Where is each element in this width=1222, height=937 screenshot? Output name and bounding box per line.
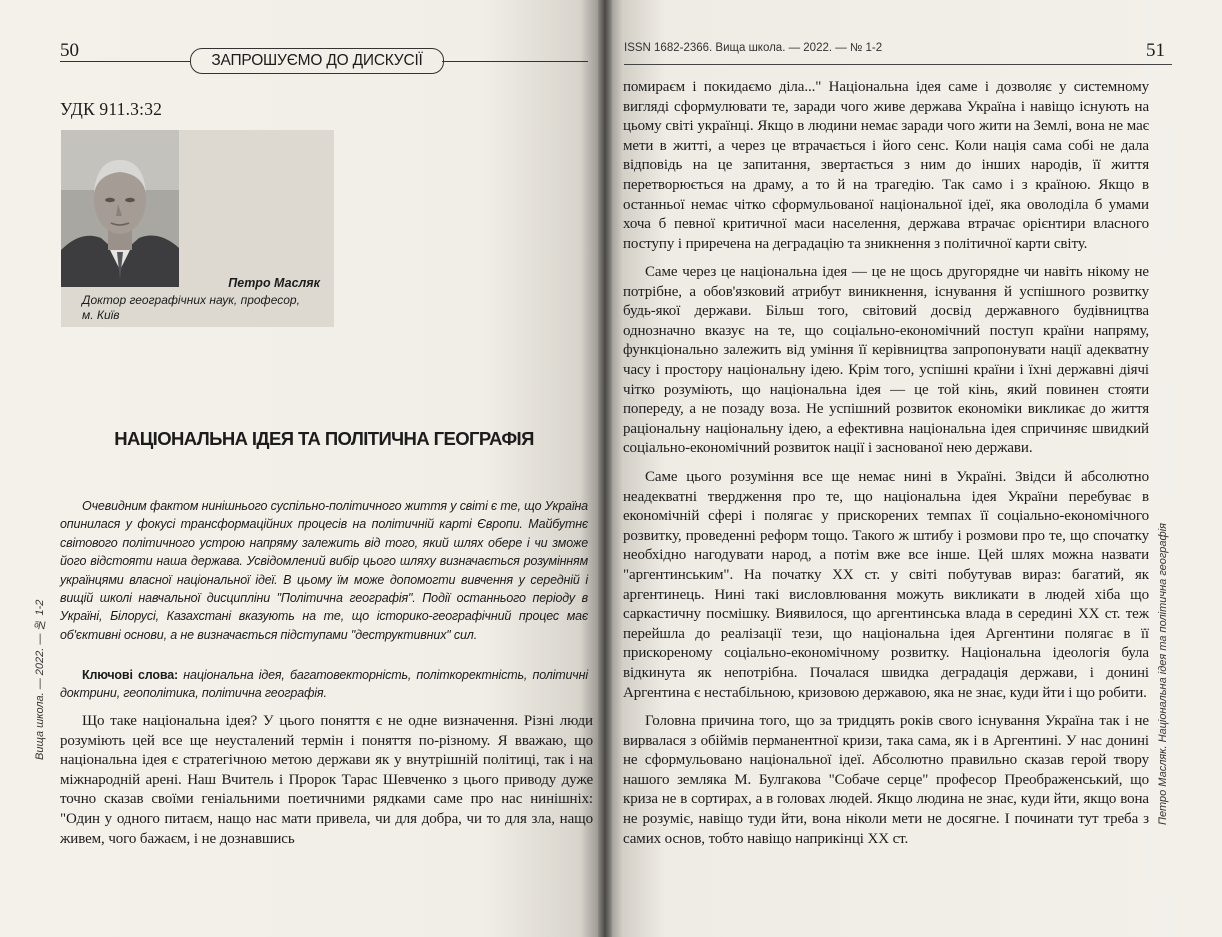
page-number-right: 51 xyxy=(1146,40,1165,61)
book-gutter xyxy=(598,0,612,937)
left-page xyxy=(0,0,604,937)
author-city: м. Київ xyxy=(82,308,120,322)
section-header: ЗАПРОШУЄМО ДО ДИСКУСІЇ xyxy=(190,48,444,74)
keywords-label: Ключові слова: xyxy=(82,668,179,682)
body-paragraph-3: Саме цього розуміння все ще немає нині в Україні. Звідси й абсолютно неадекватні твердження про те, що національна ідея України перебуває в економічній сфері і полягає у прискорених темпах її соціально-економічного розвитку, проведенні реформ тощо. Такого ж штибу і розмови про те, що спочатку необхідно нагодувати народ, а потім вже все інше. Цей шлях можна назвати "аргентинським". На початку XX ст. у світі побутував вираз: багатий, як аргентинець. Нині такі висловлювання можуть викликати в людей хіба що саркастичну посмішку. Виявилося, що аргентинська влада в середині XX ст. теж перейшла до реалізації тези, що національна ідея Аргентини полягає в її прискореному соціально-економічному розвитку. Національна ідеологія була відкинута як непотрібна. Почалася швидка деградація держави, і донині Аргентина є нестабільною, кризовою державою, яка не знає, куди йти і що робити. xyxy=(623,469,1149,701)
keywords xyxy=(60,666,588,703)
running-header: ISSN 1682-2366. Вища школа. — 2022. — № 1-2 xyxy=(624,42,883,54)
article-title: НАЦІОНАЛЬНА ІДЕЯ ТА ПОЛІТИЧНА ГЕОГРАФІЯ xyxy=(114,428,534,449)
header-rule-left xyxy=(60,61,190,62)
header-rule-right xyxy=(442,61,588,62)
body-paragraph-1: помираєм і покидаємо діла..." Національна ідея саме і дозволяє у системному вигляді сформулювати те, заради чого живе держава Україна і навіщо існують на цьому світі українці. Якщо в людини немає заради чого жити на Землі, вона не має мети в житті, а через це втрачається і його сенс. Коли нація сама собі не дала відповідь на це запитання, звертається з ним до інших народів, її життя перетворюється на драму, а то й на трагедію. Так само і з країною. Якщо в останньої немає чітко сформульованої національної ідеї, яка оволоділа б умами хоча б певної критичної маси населення, держава втрачає орієнтири власного поступу і приречена на деградацію та зникнення з політичної карти світу. xyxy=(623,79,1149,252)
author-credentials xyxy=(82,293,322,323)
udk-code: УДК 911.3:32 xyxy=(60,99,163,119)
author-photo xyxy=(61,130,179,287)
side-running-text-right: Петро Масляк. Національна ідея та політична географія xyxy=(1157,522,1169,826)
header-rule xyxy=(624,64,1172,65)
keywords-list: національна ідея, багатовекторність, політкоректність, політичні доктрини, геополітика, політична географія. xyxy=(60,668,588,701)
right-page xyxy=(604,0,1222,937)
body-paragraph-2: Саме через це національна ідея — це не щось другорядне чи навіть нікому не потрібне, а обов'язковий атрибут виникнення, існування й успішного розвитку будь-якої держави. Більш того, світовий досвід державного будівництва однозначно вказує на те, що соціально-економічний поступ країни напряму, функціонально залежить від уміння її керівництва запропонувати нації адекватну часу і простору національну ідею. Крім того, успішні країни і їхні державні діячі чітко розуміють, що національна ідея — це той кінь, який повинен стояти попереду, а не позаду воза. Не успішний розвиток економіки викликає до життя раціональну національну ідею, а ефективна національна ідея спричиняє швидкий соціально-економічний розвиток нації і заснованої нею держави. xyxy=(623,264,1149,457)
body-paragraph-4: Головна причина того, що за тридцять років свого існування Україна так і не вирвалася з обіймів перманентної кризи, така сама, як і в Аргентині. У нас донині не сформульовано національної ідеї. Абсолютно правильно сказав герой твору нашого земляка М. Булгакова "Собаче серце" професор Преображенський, що криза не в сортирах, а в головах людей. Якщо людина не знає, куди йти, якщо вона не розуміє, навіщо туди йти, вона ніколи мети не досягне. І починати тут треба з самих основ, тобто навіщо наприкінці XX ст. xyxy=(623,713,1149,847)
abstract: Очевидним фактом нинішнього суспільно-політичного життя у світі є те, що Україна опинилася у фокусі трансформаційних процесів на політичній карті Європи. Майбутнє світового політичного устрою напряму залежить від того, який шлях обере і чи зможе його відстояти наша держава. Усвідомлений вибір цього шляху визначається розумінням українцями власної національної ідеї. В цьому їм може допомогти вивчення у середній і вищій школі навчальної дисципліни "Політична географія". Події останнього періоду в Україні, Білорусі, Казахстані вказують на те, що історико-географічний процес має об'єктивні основи, а не визначається підступами "деструктивних" сил. xyxy=(60,499,588,642)
body-paragraph-left: Що таке національна ідея? У цього поняття є не одне визначення. Різні люди розуміють цей все ще неусталений термін і поняття по-різному. Я вважаю, що національна ідея є стратегічною метою держави як у внутрішній політиці, так і на міжнародній арені. Наш Вчитель і Пророк Тарас Шевченко з цього приводу дуже точно сказав своїми геніальними поетичними рядками саме про нас нинішніх: "Один у одного питаєм, нащо нас мати привела, чи для добра, чи то для зла, нащо живем, чого бажаєм, і не дознавшись xyxy=(60,713,593,847)
author-name: Петро Масляк xyxy=(228,276,320,290)
side-running-text-left: Вища школа. — 2022. — № 1-2 xyxy=(34,599,46,761)
page-number-left: 50 xyxy=(60,40,79,61)
author-degree: Доктор географічних наук, професор, xyxy=(82,293,300,307)
